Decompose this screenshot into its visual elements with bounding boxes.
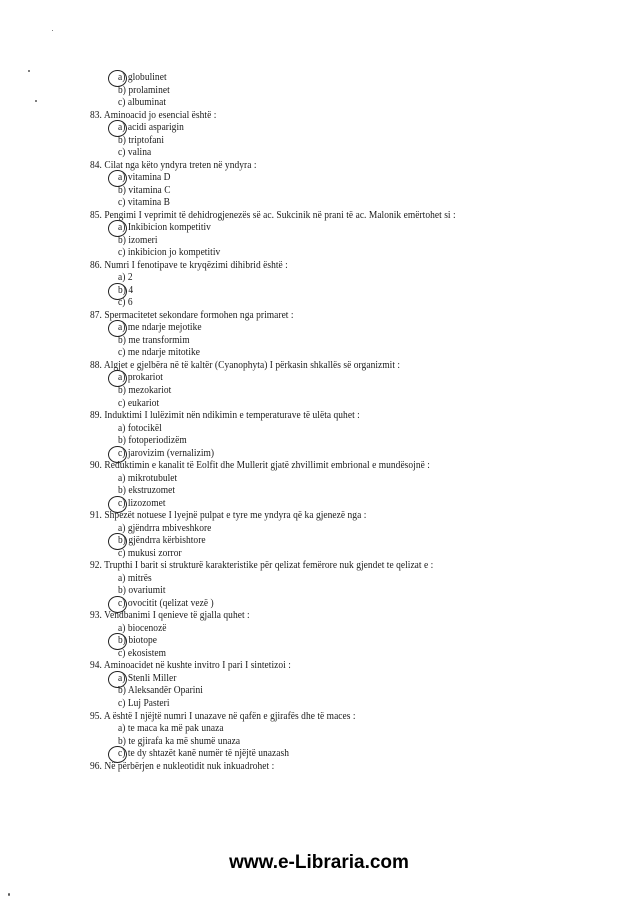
question-text: 89. Induktimi I lulëzimit nën ndikimin e temperaturave të ulëta quhet :	[90, 410, 360, 422]
answer-option: a) acidi asparigin	[118, 122, 184, 134]
answer-option: c) albuminat	[118, 97, 167, 109]
answer-option: b) biotope	[118, 635, 158, 647]
question-text: 92. Trupthi I barit si strukturë karakteristike për qelizat femërore nuk gjendet te qelizat e :	[90, 560, 434, 572]
question-text: 95. A është I njëjtë numri I unazave në qafën e gjirafës dhe të maces :	[90, 710, 356, 722]
answer-option: c) vitamina B	[118, 197, 171, 209]
question-text: 94. Aminoacidet në kushte invitro I pari I sintetizoi :	[90, 660, 291, 672]
scan-speck	[35, 100, 37, 102]
answer-option: c) inkibicion jo kompetitiv	[118, 247, 221, 259]
answer-option: b) prolaminet	[118, 84, 170, 96]
answer-option: b) me transformim	[118, 334, 190, 346]
answer-option: b) ekstruzomet	[118, 485, 176, 497]
answer-option: a) mitrës	[118, 572, 152, 584]
answer-option: c) lizozomet	[118, 497, 166, 509]
answer-option: a) Inkibicion kompetitiv	[118, 222, 211, 234]
question-text: 84. Cilat nga këto yndyra treten në yndyra :	[90, 159, 257, 171]
question-text: 86. Numri I fenotipave te kryqëzimi dihibrid është :	[90, 259, 288, 271]
answer-option: b) mezokariot	[118, 385, 172, 396]
answer-option: c) mukusi zorror	[118, 547, 182, 559]
answer-option: c) eukariot	[118, 397, 160, 409]
question-text: 87. Spermacitetet sekondare formohen nga primaret :	[90, 309, 294, 321]
answer-option: a) mikrotubulet	[118, 472, 178, 484]
site-watermark: www.e-Libraria.com	[229, 852, 409, 873]
question-text: 93. Vendbanimi I qenieve të gjalla quhet :	[90, 610, 250, 622]
answer-option: c) Luj Pasteri	[118, 698, 170, 709]
answer-option: a) fotocikël	[118, 422, 162, 434]
question-text: 90. Reduktimin e kanalit të Eolfit dhe Mullerit gjatë zhvillimit embrional e mundësojnë :	[90, 460, 430, 472]
answer-option: b) triptofani	[118, 134, 164, 146]
answer-option: b) 4	[118, 284, 134, 296]
answer-option: b) fotoperiodizëm	[118, 435, 187, 447]
answer-option: b) Aleksandër Oparini	[118, 685, 203, 697]
question-text: 96. Në përbërjen e nukleotidit nuk inkuadrohet :	[90, 760, 275, 772]
answer-option: a) Stenli Miller	[118, 672, 177, 684]
answer-option: c) valina	[118, 147, 152, 159]
answer-option: c) me ndarje mitotike	[118, 347, 201, 359]
answer-option: c) te dy shtazët kanë numër të njëjtë unazash	[118, 748, 289, 760]
answer-option: a) globulinet	[118, 72, 167, 83]
answer-option: b) izomeri	[118, 234, 158, 246]
answer-option: b) ovariumit	[118, 585, 166, 597]
answer-option: a) biocenozë	[118, 622, 167, 634]
answer-option: a) gjëndrra mbiveshkore	[118, 522, 212, 534]
answer-option: a) prokariot	[118, 372, 163, 384]
scan-speck	[8, 893, 10, 896]
scan-speck	[28, 70, 30, 72]
question-text: 91. Shpezët notuese I lyejnë pulpat e tyre me yndyra që ka gjenezë nga :	[90, 510, 367, 522]
answer-option: c) ekosistem	[118, 647, 167, 659]
scan-speck	[52, 30, 53, 31]
answer-option: a) te maca ka më pak unaza	[118, 723, 224, 735]
question-text: 85. Pengimi I veprimit të dehidrogjenezës së ac. Sukcinik në prani të ac. Malonik emërtohet si :	[90, 209, 456, 221]
answer-option: c) ovocitit (qelizat vezë )	[118, 597, 214, 609]
answer-option: a) 2	[118, 272, 133, 284]
answer-option: c) jarovizim (vernalizim)	[118, 447, 215, 459]
question-text: 83. Aminoacid jo esencial është :	[90, 109, 217, 121]
answer-option: b) te gjirafa ka më shumë unaza	[118, 735, 241, 747]
answer-option: b) gjëndrra kërbishtore	[118, 535, 206, 547]
question-text: 88. Algjet e gjelbëra në të kaltër (Cyanophyta) I përkasin shkallës së organizmit :	[90, 359, 401, 371]
answer-option: a) vitamina D	[118, 172, 171, 184]
answer-option: c) 6	[118, 297, 133, 309]
answer-option: b) vitamina C	[118, 184, 171, 196]
answer-option: a) me ndarje mejotike	[118, 322, 202, 334]
